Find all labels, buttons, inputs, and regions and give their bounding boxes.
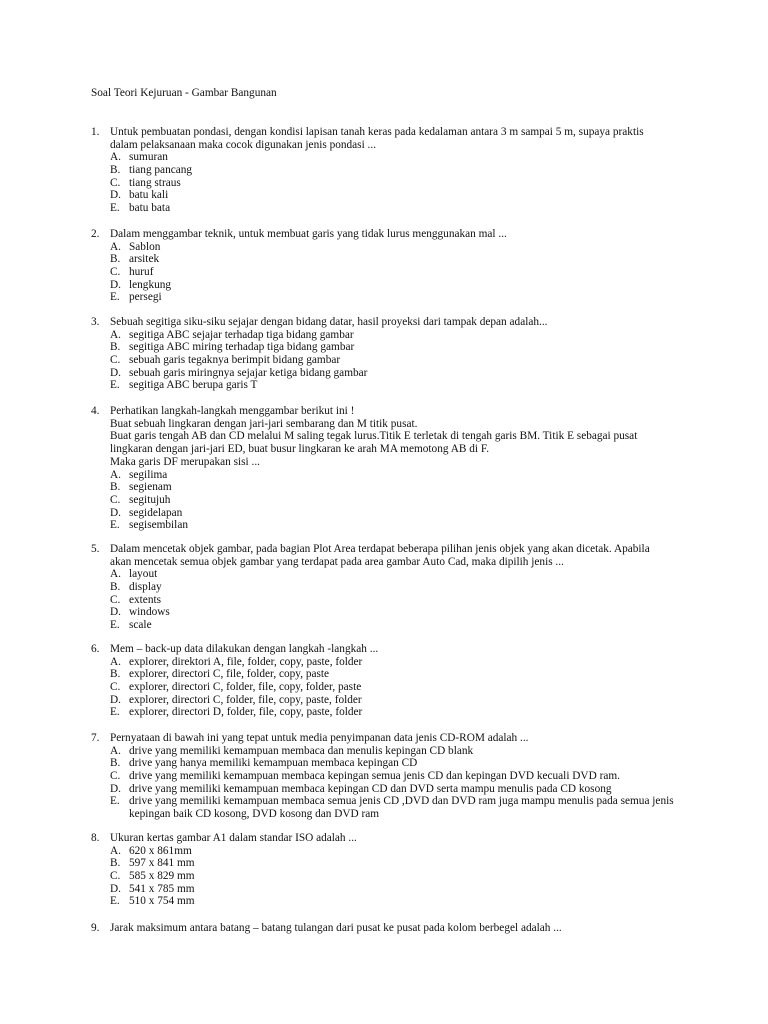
option-text: sebuah garis miringnya sejajar ketiga bidang gambar bbox=[129, 366, 368, 379]
question-text bbox=[110, 316, 691, 329]
option-text: drive yang hanya memiliki kemampuan membaca kepingan CD bbox=[129, 757, 418, 770]
option-letter: E. bbox=[110, 795, 120, 808]
question-text bbox=[110, 405, 691, 469]
option-text: explorer, direktori A, file, folder, copy, paste, folder bbox=[129, 655, 363, 668]
option-text: drive yang memiliki kemampuan membaca kepingan CD dan DVD serta mampu menulis pada CD kosong bbox=[129, 782, 612, 795]
answer-option bbox=[110, 845, 691, 858]
option-letter: D. bbox=[110, 782, 121, 795]
answer-option bbox=[110, 681, 691, 694]
question-text-line: Dalam mencetak objek gambar, pada bagian Plot Area terdapat beberapa pilihan jenis objek yang akan dicetak. Apabila bbox=[110, 543, 650, 555]
option-letter: C. bbox=[110, 681, 121, 694]
option-letter: D. bbox=[110, 606, 121, 619]
option-text: segitiga ABC sejajar terhadap tiga bidang gambar bbox=[129, 328, 354, 341]
option-text: explorer, directori C, file, folder, copy, paste bbox=[129, 668, 330, 681]
question-text bbox=[110, 126, 691, 151]
question-text-line: Jarak maksimum antara batang – batang tulangan dari pusat ke pusat pada kolom berbegel adalah ... bbox=[110, 922, 562, 934]
answer-option bbox=[110, 581, 691, 594]
answer-option bbox=[110, 568, 691, 581]
question-item bbox=[91, 316, 691, 392]
answer-option bbox=[110, 279, 691, 292]
option-letter: D. bbox=[110, 506, 121, 519]
answer-option bbox=[110, 253, 691, 266]
option-text: drive yang memiliki kemampuan membaca dan menulis kepingan CD blank bbox=[129, 744, 474, 757]
option-letter: B. bbox=[110, 757, 121, 770]
answer-options bbox=[110, 241, 691, 304]
question-number: 9. bbox=[91, 922, 100, 934]
question-item bbox=[91, 126, 691, 215]
answer-option bbox=[110, 745, 691, 758]
option-text: 585 x 829 mm bbox=[129, 870, 195, 883]
answer-options bbox=[110, 469, 691, 532]
option-text: segitiga ABC berupa garis T bbox=[129, 379, 258, 392]
option-letter: C. bbox=[110, 266, 121, 279]
option-text: 620 x 861mm bbox=[129, 844, 192, 857]
option-letter: E. bbox=[110, 619, 120, 632]
option-letter: B. bbox=[110, 857, 121, 870]
answer-option bbox=[110, 883, 691, 896]
answer-option bbox=[110, 619, 691, 632]
question-text-line: Buat garis tengah AB dan CD melalui M saling tegak lurus.Titik E terletak di tengah garis BM. Titik E sebagai pusat bbox=[110, 430, 638, 443]
answer-options bbox=[110, 329, 691, 392]
option-text: persegi bbox=[129, 291, 162, 304]
answer-options bbox=[110, 745, 691, 821]
option-text: sumuran bbox=[129, 151, 168, 164]
answer-option bbox=[110, 656, 691, 669]
question-item bbox=[91, 405, 691, 532]
answer-option bbox=[110, 795, 691, 820]
option-text: sebuah garis tegaknya berimpit bidang gambar bbox=[129, 354, 341, 367]
question-text-line: Perhatikan langkah-langkah menggambar berikut ini ! bbox=[110, 405, 355, 417]
option-text: Sablon bbox=[129, 240, 161, 253]
option-letter: E. bbox=[110, 379, 120, 392]
option-text: tiang pancang bbox=[129, 164, 193, 177]
document-title: Soal Teori Kejuruan - Gambar Bangunan bbox=[91, 87, 277, 99]
answer-option bbox=[110, 519, 691, 532]
option-letter: B. bbox=[110, 164, 121, 177]
answer-option bbox=[110, 757, 691, 770]
option-text: windows bbox=[129, 606, 170, 619]
question-text bbox=[110, 922, 691, 935]
answer-option bbox=[110, 367, 691, 380]
question-text-line: Dalam menggambar teknik, untuk membuat garis yang tidak lurus menggunakan mal ... bbox=[110, 228, 507, 240]
question-item bbox=[91, 543, 691, 632]
answer-options bbox=[110, 151, 691, 214]
option-text: segidelapan bbox=[129, 506, 183, 519]
option-letter: C. bbox=[110, 176, 121, 189]
question-number: 6. bbox=[91, 643, 100, 655]
question-text-line: Maka garis DF merupakan sisi ... bbox=[110, 455, 260, 468]
answer-option bbox=[110, 668, 691, 681]
option-text: lengkung bbox=[129, 278, 172, 291]
option-text: extents bbox=[129, 593, 161, 606]
question-item bbox=[91, 228, 691, 304]
answer-option bbox=[110, 202, 691, 215]
option-letter: E. bbox=[110, 706, 120, 719]
question-item bbox=[91, 643, 691, 719]
question-item bbox=[91, 732, 691, 821]
answer-option bbox=[110, 694, 691, 707]
option-letter: C. bbox=[110, 770, 121, 783]
option-text: arsitek bbox=[129, 253, 160, 266]
question-text bbox=[110, 228, 691, 241]
question-text bbox=[110, 543, 691, 568]
question-text bbox=[110, 832, 691, 845]
option-letter: A. bbox=[110, 151, 121, 164]
question-number: 7. bbox=[91, 732, 100, 744]
option-text: scale bbox=[129, 619, 152, 632]
option-text: segitujuh bbox=[129, 493, 171, 506]
option-text: drive yang memiliki kemampuan membaca semua jenis CD ,DVD dan DVD ram juga mampu menulis pada semua jenis kepingan baik CD kosong, DVD kosong dan DVD ram bbox=[129, 795, 674, 821]
question-number: 5. bbox=[91, 543, 100, 555]
answer-options bbox=[110, 656, 691, 719]
question-text bbox=[110, 732, 691, 745]
answer-option bbox=[110, 164, 691, 177]
option-text: segienam bbox=[129, 481, 172, 494]
option-text: segisembilan bbox=[129, 519, 188, 532]
option-letter: E. bbox=[110, 895, 120, 908]
answer-option bbox=[110, 379, 691, 392]
option-letter: D. bbox=[110, 189, 121, 202]
option-text: batu kali bbox=[129, 189, 169, 202]
answer-option bbox=[110, 177, 691, 190]
question-text-line: Untuk pembuatan pondasi, dengan kondisi lapisan tanah keras pada kedalaman antara 3 m sampai 5 m, supaya praktis bbox=[110, 126, 644, 138]
answer-option bbox=[110, 241, 691, 254]
answer-option bbox=[110, 606, 691, 619]
answer-option bbox=[110, 783, 691, 796]
option-text: 541 x 785 mm bbox=[129, 882, 195, 895]
answer-option bbox=[110, 857, 691, 870]
question-text-line: akan mencetak semua objek gambar yang terdapat pada area gambar Auto Cad, maka dipilih jenis ... bbox=[110, 555, 564, 568]
answer-option bbox=[110, 329, 691, 342]
answer-option bbox=[110, 481, 691, 494]
option-letter: E. bbox=[110, 202, 120, 215]
option-letter: A. bbox=[110, 328, 121, 341]
option-letter: E. bbox=[110, 291, 120, 304]
answer-option bbox=[110, 870, 691, 883]
option-letter: A. bbox=[110, 744, 121, 757]
option-letter: B. bbox=[110, 481, 121, 494]
option-letter: D. bbox=[110, 693, 121, 706]
question-text-line: dalam pelaksanaan maka cocok digunakan jenis pondasi ... bbox=[110, 138, 377, 151]
option-text: layout bbox=[129, 568, 158, 581]
question-text-line: Pernyataan di bawah ini yang tepat untuk media penyimpanan data jenis CD-ROM adalah ... bbox=[110, 732, 529, 744]
question-text-line: Ukuran kertas gambar A1 dalam standar ISO adalah ... bbox=[110, 832, 357, 844]
answer-option bbox=[110, 266, 691, 279]
answer-option bbox=[110, 151, 691, 164]
option-text: drive yang memiliki kemampuan membaca kepingan semua jenis CD dan kepingan DVD kecuali DVD ram. bbox=[129, 770, 620, 783]
question-number: 2. bbox=[91, 228, 100, 240]
question-number: 3. bbox=[91, 316, 100, 328]
option-letter: A. bbox=[110, 240, 121, 253]
option-letter: C. bbox=[110, 870, 121, 883]
option-text: segilima bbox=[129, 468, 168, 481]
answer-option bbox=[110, 706, 691, 719]
option-letter: C. bbox=[110, 493, 121, 506]
option-letter: B. bbox=[110, 668, 121, 681]
question-text-line: Sebuah segitiga siku-siku sejajar dengan bidang datar, hasil proyeksi dari tampak depan adalah... bbox=[110, 316, 548, 328]
option-letter: D. bbox=[110, 366, 121, 379]
option-text: tiang straus bbox=[129, 176, 181, 189]
answer-option bbox=[110, 770, 691, 783]
answer-option bbox=[110, 341, 691, 354]
option-text: huruf bbox=[129, 266, 154, 279]
answer-options bbox=[110, 568, 691, 631]
option-text: explorer, directori C, folder, file, copy, paste, folder bbox=[129, 693, 362, 706]
option-letter: B. bbox=[110, 341, 121, 354]
question-number: 8. bbox=[91, 832, 100, 844]
option-letter: A. bbox=[110, 655, 121, 668]
option-letter: C. bbox=[110, 593, 121, 606]
question-item bbox=[91, 832, 691, 908]
option-text: explorer, directori D, folder, file, copy, paste, folder bbox=[129, 706, 363, 719]
answer-option bbox=[110, 494, 691, 507]
question-text bbox=[110, 643, 691, 656]
question-text-line: Buat sebuah lingkaran dengan jari-jari sembarang dan M titik pusat. bbox=[110, 417, 418, 430]
answer-option bbox=[110, 354, 691, 367]
option-letter: A. bbox=[110, 468, 121, 481]
answer-option bbox=[110, 895, 691, 908]
question-number: 1. bbox=[91, 126, 100, 138]
answer-option bbox=[110, 594, 691, 607]
option-text: 510 x 754 mm bbox=[129, 895, 195, 908]
answer-options bbox=[110, 845, 691, 908]
option-letter: B. bbox=[110, 581, 121, 594]
option-letter: E. bbox=[110, 519, 120, 532]
option-text: 597 x 841 mm bbox=[129, 857, 195, 870]
answer-option bbox=[110, 291, 691, 304]
option-letter: A. bbox=[110, 844, 121, 857]
option-letter: B. bbox=[110, 253, 121, 266]
question-item bbox=[91, 922, 691, 935]
option-letter: A. bbox=[110, 568, 121, 581]
option-letter: C. bbox=[110, 354, 121, 367]
option-letter: D. bbox=[110, 278, 121, 291]
question-text-line: Mem – back-up data dilakukan dengan langkah -langkah ... bbox=[110, 643, 379, 655]
answer-option bbox=[110, 507, 691, 520]
answer-option bbox=[110, 469, 691, 482]
option-text: batu bata bbox=[129, 202, 171, 215]
question-text-line: lingkaran dengan jari-jari ED, buat busur lingkaran ke arah MA memotong AB di F. bbox=[110, 443, 490, 456]
question-number: 4. bbox=[91, 405, 100, 417]
option-text: explorer, directori C, folder, file, copy, folder, paste bbox=[129, 681, 362, 694]
option-text: display bbox=[129, 581, 162, 594]
option-text: segitiga ABC miring terhadap tiga bidang gambar bbox=[129, 341, 355, 354]
option-letter: D. bbox=[110, 882, 121, 895]
answer-option bbox=[110, 189, 691, 202]
